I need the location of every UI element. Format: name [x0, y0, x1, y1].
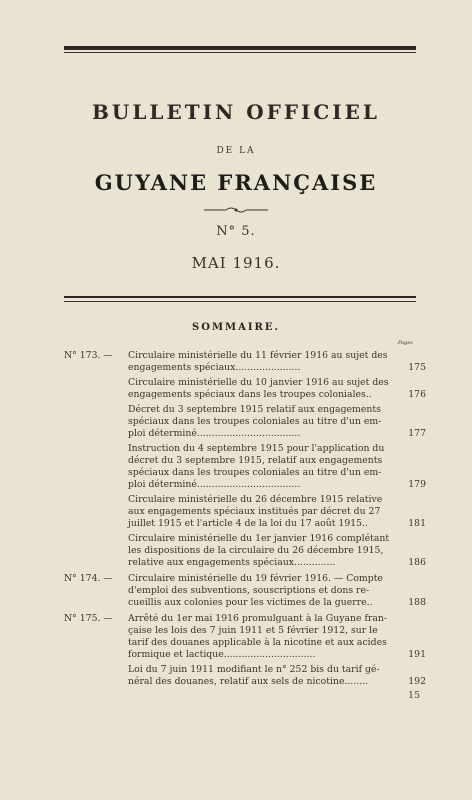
toc-page-number: 188 [408, 597, 426, 608]
toc-line: çaise les lois des 7 juin 1911 et 5 février 1912, sur le [128, 625, 378, 636]
toc-line: aux engagements spéciaux institués par décret du 27 [128, 506, 381, 517]
toc-line: tarif des douanes applicable à la nicotine et aux acides [128, 637, 387, 648]
toc-page-number: 186 [408, 557, 426, 568]
bulletin-title: BULLETIN OFFICIEL [92, 100, 380, 124]
toc-line: Loi du 7 juin 1911 modifiant le n° 252 bis du tarif gé- [128, 664, 380, 675]
toc-line: d'emploi des subventions, souscriptions et dons re- [128, 585, 370, 596]
toc-line: Arrêté du 1er mai 1916 promulguant à la Guyane fran- [128, 613, 388, 624]
entry-number: N° 175. — [64, 613, 113, 624]
toc-line: Décret du 3 septembre 1915 relatif aux engagements [128, 404, 381, 415]
toc-line: Circulaire ministérielle du 19 février 1916. — Compte [128, 573, 383, 584]
toc-line: Circulaire ministérielle du 11 février 1916 au sujet des [128, 350, 388, 361]
toc-page-number: 175 [408, 362, 426, 373]
page-folio: 15 [408, 690, 421, 701]
toc-line: cueillis aux colonies pour les victimes de la guerre.. [128, 597, 373, 608]
top-double-rule [64, 46, 416, 50]
entry-number: N° 173. — [64, 350, 113, 361]
toc-line: engagements spéciaux dans les troupes coloniales.. [128, 389, 372, 400]
toc-line: Circulaire ministérielle du 1er janvier 1916 complétant [128, 533, 390, 544]
middle-double-rule [64, 296, 416, 298]
toc-line: Circulaire ministérielle du 26 décembre 1915 relative [128, 494, 383, 505]
toc-line: relative aux engagements spéciaux.............. [128, 557, 336, 568]
toc-page-number: 177 [408, 428, 426, 439]
toc-line: spéciaux dans les troupes coloniales au titre d'un em- [128, 467, 382, 478]
entry-number: N° 174. — [64, 573, 113, 584]
toc-line: ploi déterminé................................... [128, 428, 301, 439]
toc-line: les dispositions de la circulaire du 26 décembre 1915, [128, 545, 384, 556]
toc-line: Instruction du 4 septembre 1915 pour l'application du [128, 443, 385, 454]
toc-page-number: 179 [408, 479, 426, 490]
toc-page-number: 192 [408, 676, 426, 687]
toc-line: engagements spéciaux...................... [128, 362, 301, 373]
toc-line: néral des douanes, relatif aux sels de nicotine........ [128, 676, 369, 687]
toc-line: spéciaux dans les troupes coloniales au titre d'un em- [128, 416, 382, 427]
toc-page-number: 176 [408, 389, 426, 400]
pages-column-label: Pages [398, 340, 413, 346]
issue-number: N° 5. [216, 224, 256, 239]
toc-page-number: 181 [408, 518, 426, 529]
issue-date: MAI 1916. [191, 254, 281, 272]
toc-line: formique et lactique............................... [128, 649, 316, 660]
toc-page-number: 191 [408, 649, 426, 660]
toc-line: juillet 1915 et l'article 4 de la loi du 17 août 1915.. [128, 518, 368, 529]
toc-line: Circulaire ministérielle du 10 janvier 1916 au sujet des [128, 377, 389, 388]
ornament-divider-icon [204, 205, 268, 215]
colony-title: GUYANE FRANÇAISE [94, 170, 378, 195]
toc-line: décret du 3 septembre 1915, relatif aux engagements [128, 455, 383, 466]
summary-title: SOMMAIRE. [192, 322, 280, 333]
title-connector: DE LA [216, 146, 256, 156]
toc-line: ploi déterminé................................... [128, 479, 301, 490]
